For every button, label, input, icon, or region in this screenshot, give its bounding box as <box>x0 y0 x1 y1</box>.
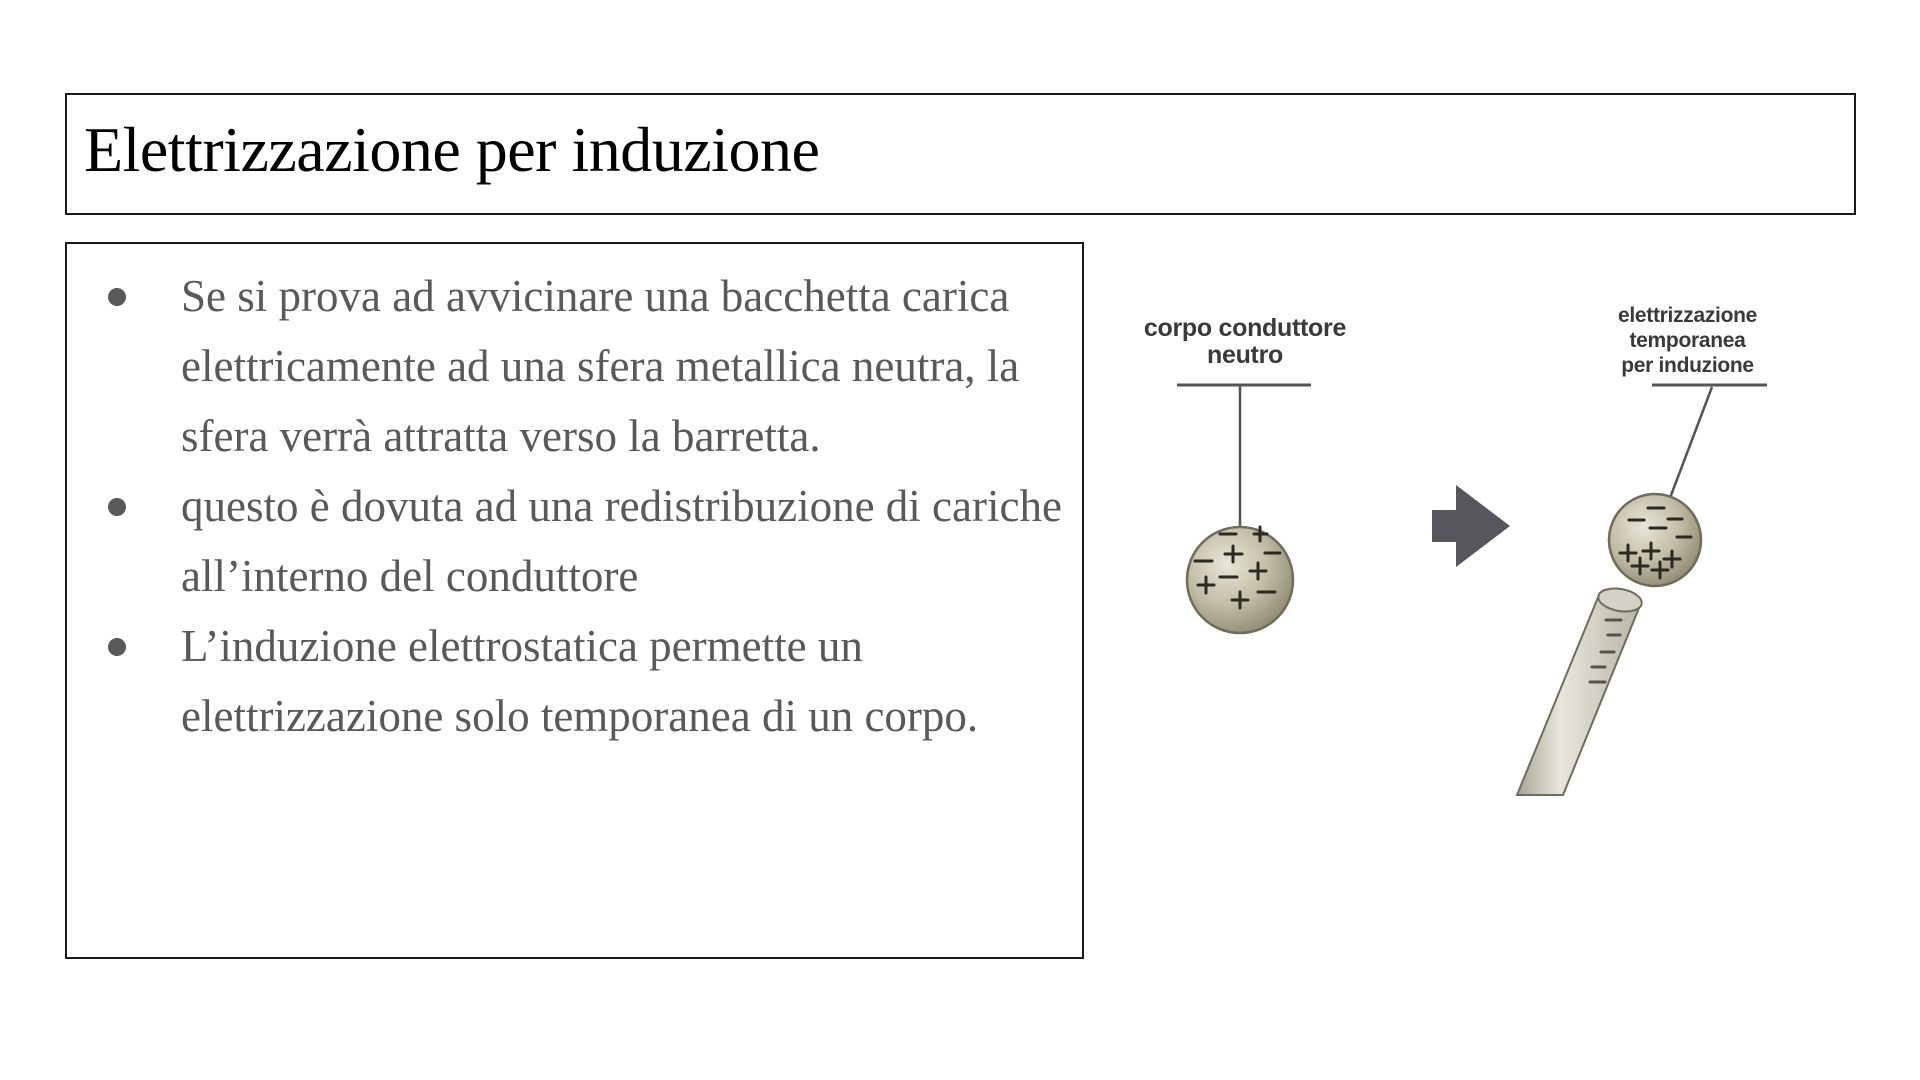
bullet-list <box>67 261 1082 751</box>
content-box <box>65 242 1084 959</box>
bullet-text: questo è dovuta ad una redistribuzione di cariche all’interno del conduttore <box>181 481 1062 601</box>
charged-rod-icon <box>1517 585 1644 795</box>
neutral-sphere-icon <box>1187 527 1293 633</box>
label-line: temporanea <box>1629 329 1746 352</box>
bullet-dot-icon <box>108 638 126 656</box>
bullet-item <box>67 261 1082 471</box>
bullet-text: Se si prova ad avvicinare una bacchetta carica elettricamente ad una sfera metallica neutra, la sfera verrà attratta verso la barretta. <box>181 271 1020 461</box>
label-line: neutro <box>1207 341 1283 369</box>
charged-sphere-icon <box>1609 494 1701 586</box>
slide-title: Elettrizzazione per induzione <box>84 114 820 185</box>
right-arrow-icon <box>1432 485 1510 567</box>
induction-diagram <box>1120 290 1840 810</box>
label-line: corpo conduttore <box>1143 314 1347 342</box>
bullet-text: L’induzione elettrostatica permette un elettrizzazione solo temporanea di un corpo. <box>181 621 979 741</box>
neutral-conductor-label <box>1140 315 1350 369</box>
bullet-dot-icon <box>108 288 126 306</box>
label-line: per induzione <box>1621 354 1754 377</box>
bullet-dot-icon <box>108 498 126 516</box>
bullet-item <box>67 471 1082 611</box>
title-box <box>65 93 1856 215</box>
bullet-item <box>67 611 1082 751</box>
left-hanger <box>1177 385 1311 530</box>
label-line: elettrizzazione <box>1617 304 1758 327</box>
right-hanger <box>1652 385 1767 498</box>
induction-label <box>1600 303 1775 378</box>
